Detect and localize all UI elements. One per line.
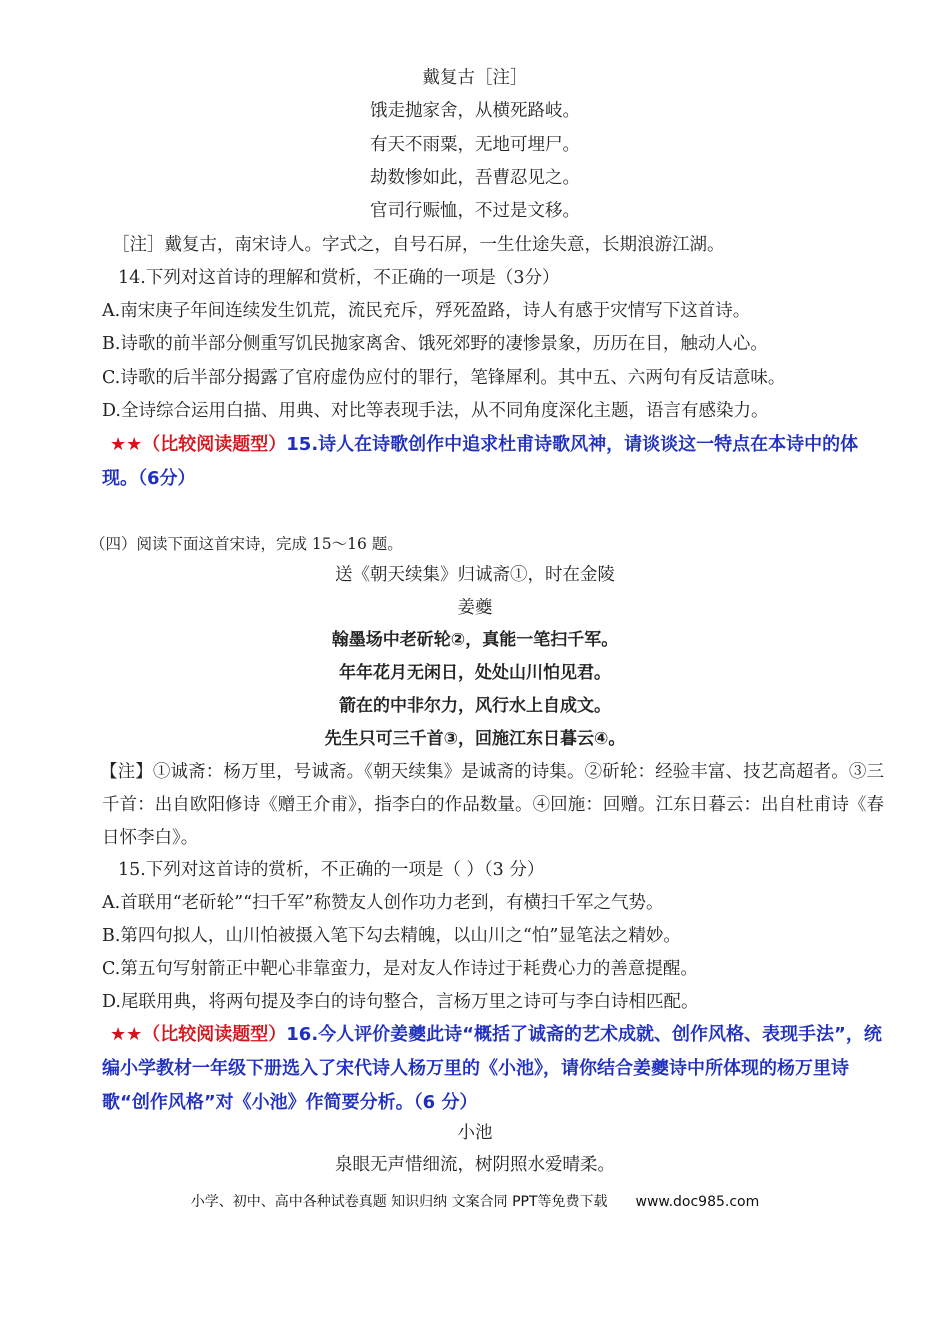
section4-poem-line-2: 年年花月无闲日，处处山川怕见君。 bbox=[339, 663, 611, 683]
q14-option-c: C.诗歌的后半部分揭露了官府虚伪应付的罪行，笔锋犀利。其中五、六两句有反诘意味。 bbox=[102, 368, 786, 388]
poem1-line-3: 劫数惨如此，吾曹忍见之。 bbox=[370, 168, 580, 188]
section4-poem-line-1: 翰墨场中老斫轮②，真能一笔扫千军。 bbox=[331, 630, 619, 650]
q14-stem: 14.下列对这首诗的理解和赏析，不正确的一项是（3分） bbox=[118, 268, 560, 288]
question-type-tag: （比较阅读题型） bbox=[142, 434, 287, 455]
star-icons: ★★ bbox=[110, 434, 143, 455]
poem1-line-2: 有天不雨粟，无地可埋尸。 bbox=[370, 135, 580, 155]
q15-stem: 15.下列对这首诗的赏析，不正确的一项是（ ）（3 分） bbox=[118, 860, 545, 880]
footer-url[interactable]: www.doc985.com bbox=[635, 1194, 760, 1210]
section4-poem-line-3: 箭在的中非尔力，风行水上自成文。 bbox=[339, 696, 611, 716]
section4-intro: （四）阅读下面这首宋诗，完成 15～16 题。 bbox=[90, 535, 403, 553]
footer-text: 小学、初中、高中各种试卷真题 知识归纳 文案合同 PPT等免费下载 bbox=[190, 1194, 608, 1210]
q15-option-d: D.尾联用典，将两句提及李白的诗句整合，言杨万里之诗可与李白诗相匹配。 bbox=[102, 992, 699, 1012]
q14-option-b: B.诗歌的前半部分侧重写饥民抛家离舍、饿死郊野的凄惨景象，历历在目，触动人心。 bbox=[102, 334, 768, 354]
star-icons: ★★ bbox=[110, 1024, 143, 1045]
poem1-line-1: 饿走抛家舍，从横死路岐。 bbox=[370, 101, 580, 121]
q16-text: 16.今人评价姜夔此诗“概括了诚斋的艺术成就、创作风格、表现手法”，统编小学教材一年级下册选入了宋代诗人杨万里的《小池》，请你结合姜夔诗中所体现的杨万里诗歌“创作风格”对《小池》作简要分析。（6 分） bbox=[102, 1024, 882, 1113]
poem1-line-4: 官司行赈恤，不过是文移。 bbox=[370, 201, 580, 221]
q15-option-c: C.第五句写射箭正中靶心非靠蛮力，是对友人作诗过于耗费心力的善意提醒。 bbox=[102, 959, 698, 979]
q14-option-a: A.南宋庚子年间连续发生饥荒，流民充斥，殍死盈路，诗人有感于灾情写下这首诗。 bbox=[102, 301, 751, 321]
poem3-line-1: 泉眼无声惜细流，树阴照水爱晴柔。 bbox=[335, 1155, 615, 1175]
poem1-note: ［注］戴复古，南宋诗人。字式之，自号石屏，一生仕途失意，长期浪游江湖。 bbox=[112, 235, 725, 255]
question-type-tag: （比较阅读题型） bbox=[142, 1024, 287, 1045]
section4-poem-title: 送《朝天续集》归诚斋①，时在金陵 bbox=[335, 565, 615, 585]
section4-poem-author: 姜夔 bbox=[457, 598, 493, 618]
page-footer bbox=[0, 1191, 950, 1211]
q16-question bbox=[102, 1018, 884, 1120]
poem1-author: 戴复古［注］ bbox=[422, 68, 528, 88]
poem3-title: 小池 bbox=[457, 1123, 493, 1143]
section4-note: 【注】①诚斋：杨万里，号诚斋。《朝天续集》是诚斋的诗集。②斫轮：经验丰富、技艺高超者。③三千首：出自欧阳修诗《赠王介甫》，指李白的作品数量。④回施：回赠。江东日暮云：出自杜甫诗《春日怀李白》。 bbox=[100, 762, 884, 848]
q15-option-b: B.第四句拟人，山川怕被摄入笔下勾去精魄，以山川之“怕”显笔法之精妙。 bbox=[102, 926, 681, 946]
q15-comparison-text: 15.诗人在诗歌创作中追求杜甫诗歌风神，请谈谈这一特点在本诗中的体现。（6分） bbox=[102, 434, 859, 489]
q15-option-a: A.首联用“老斫轮”“扫千军”称赞友人创作功力老到，有横扫千军之气势。 bbox=[102, 893, 664, 913]
section4-poem-line-4: 先生只可三千首③，回施江东日暮云④。 bbox=[324, 729, 626, 749]
q14-option-d: D.全诗综合运用白描、用典、对比等表现手法，从不同角度深化主题，语言有感染力。 bbox=[102, 401, 769, 421]
q15-comparison-question bbox=[102, 428, 884, 496]
